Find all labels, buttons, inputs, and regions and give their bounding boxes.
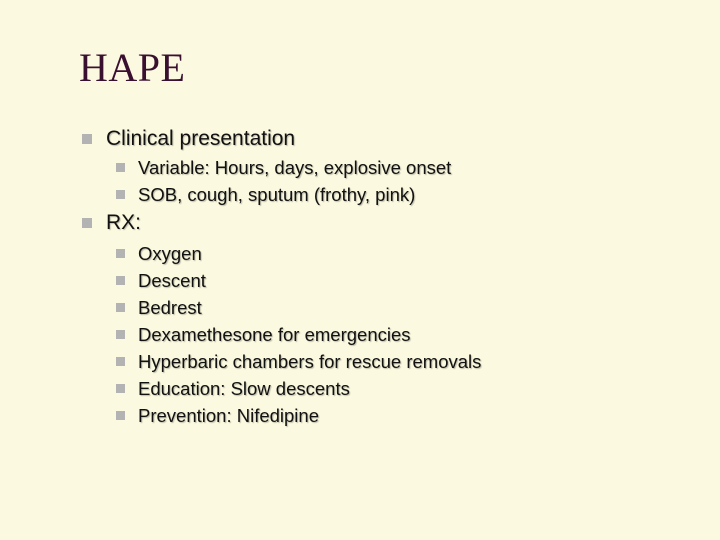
list-item-text: Variable: Hours, days, explosive onset: [138, 157, 452, 178]
square-bullet-icon: [116, 411, 125, 420]
square-bullet-icon: [116, 303, 125, 312]
list-item: [79, 348, 699, 375]
list-item: [79, 294, 699, 321]
square-bullet-icon: [116, 330, 125, 339]
bullet-list: [79, 124, 699, 429]
square-bullet-icon: [116, 163, 125, 172]
section-heading-text: RX:: [106, 211, 142, 234]
list-item: [79, 267, 699, 294]
square-bullet-icon: [82, 218, 92, 228]
list-item-text: Hyperbaric chambers for rescue removals: [138, 351, 482, 372]
square-bullet-icon: [116, 249, 125, 258]
section-heading-text: Clinical presentation: [106, 127, 296, 150]
section-heading-rx: [79, 208, 699, 238]
list-item: [79, 181, 699, 208]
square-bullet-icon: [116, 190, 125, 199]
list-item-text: Bedrest: [138, 297, 202, 318]
list-item-text: Prevention: Nifedipine: [138, 405, 319, 426]
list-item: [79, 402, 699, 429]
square-bullet-icon: [116, 384, 125, 393]
slide-title: HAPE: [79, 45, 186, 90]
square-bullet-icon: [116, 276, 125, 285]
list-item-text: Dexamethesone for emergencies: [138, 324, 411, 345]
list-item: [79, 154, 699, 181]
list-item-text: SOB, cough, sputum (frothy, pink): [138, 184, 416, 205]
square-bullet-icon: [82, 134, 92, 144]
list-item-text: Oxygen: [138, 243, 202, 264]
list-item: [79, 375, 699, 402]
list-item-text: Education: Slow descents: [138, 378, 350, 399]
section-heading-clinical-presentation: [79, 124, 699, 154]
list-item-text: Descent: [138, 270, 206, 291]
list-item: [79, 240, 699, 267]
list-item: [79, 321, 699, 348]
square-bullet-icon: [116, 357, 125, 366]
